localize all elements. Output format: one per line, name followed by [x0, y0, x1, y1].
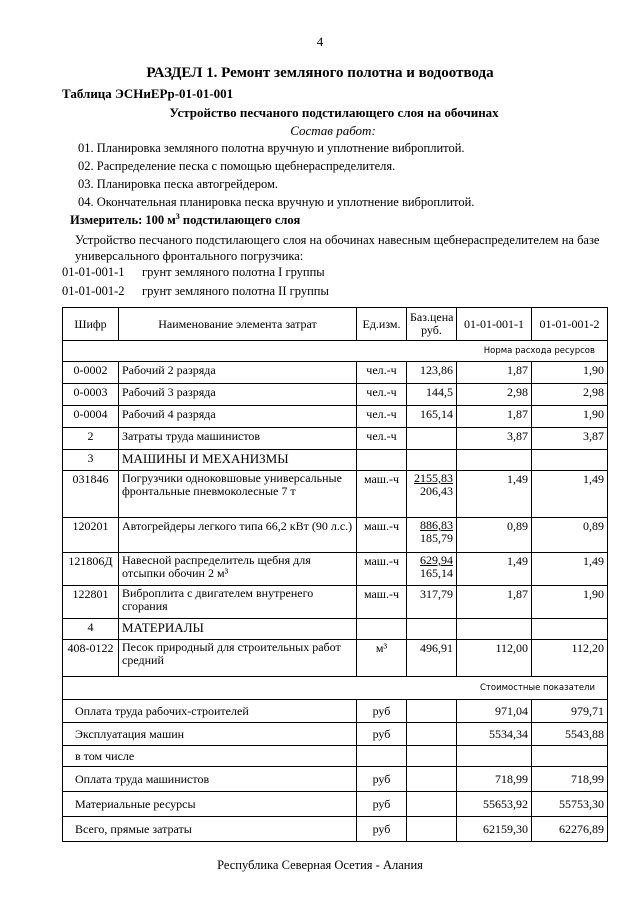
- cost-total-row: Материальные ресурсы руб 55653,92 55753,30: [63, 792, 608, 817]
- materials-header-row: 4 МАТЕРИАЛЫ: [63, 619, 608, 640]
- table-row: 121806Д Навесной распределитель щебня для отсыпки обочин 2 м³ маш.-ч 629,94 165,14 1,49 1,49: [63, 553, 608, 586]
- work-item: 03. Планировка песка автогрейдером.: [78, 177, 279, 191]
- table-subtitle: Устройство песчаного подстилающего слоя на обочинах: [169, 105, 499, 120]
- table-row: 0-0003 Рабочий 3 разряда чел.-ч 144,5 2,98 2,98: [63, 384, 608, 406]
- variant-line: 01-01-001-1 грунт земляного полотна I группы: [62, 265, 325, 279]
- footer-region: Республика Северная Осетия - Алания: [217, 858, 423, 872]
- machinists-row: 2 Затраты труда машинистов чел.-ч 3,87 3,87: [63, 428, 608, 450]
- cost-label: Стоимостные показатели: [63, 677, 608, 700]
- table-id: Таблица ЭСНиЕРр-01-01-001: [62, 86, 234, 101]
- header-variant-1: 01-01-001-1: [457, 308, 532, 341]
- table-row: 120201 Автогрейдеры легкого типа 66,2 кВт (90 л.с.) маш.-ч 886,83 185,79 0,89 0,89: [63, 518, 608, 553]
- header-name: Наименование элемента затрат: [119, 308, 357, 341]
- composition-title: Состав работ:: [290, 123, 376, 138]
- work-item: 04. Окончательная планировка песка вручную и уплотнение виброплитой.: [78, 195, 475, 209]
- table-row: 0-0004 Рабочий 4 разряда чел.-ч 165,14 1,87 1,90: [63, 406, 608, 428]
- cost-total-row: в том числе: [63, 746, 608, 767]
- machines-header-row: 3 МАШИНЫ И МЕХАНИЗМЫ: [63, 450, 608, 471]
- cost-row: [63, 677, 608, 700]
- header-unit: Ед.изм.: [357, 308, 407, 341]
- cost-total-row: Оплата труда рабочих-строителей руб 971,04 979,71: [63, 700, 608, 723]
- header-price: Баз.цена руб.: [407, 308, 457, 341]
- table-row: 122801 Виброплита с двигателем внутренего сгорания маш.-ч 317,79 1,87 1,90: [63, 586, 608, 619]
- measure-unit: Измеритель: 100 $м^3$ подстилающего слоя: [70, 212, 301, 228]
- cost-total-row: Оплата труда машинистов руб 718,99 718,99: [63, 767, 608, 792]
- table-row: 408-0122 Песок природный для строительных работ средний м³ 496,91 112,00 112,20: [63, 640, 608, 677]
- variant-line: 01-01-001-2 грунт земляного полотна II группы: [62, 284, 329, 298]
- description: Устройство песчаного подстилающего слоя на обочинах навесным щебнераспределителем на базе универсального фронтального погрузчика:: [75, 233, 600, 263]
- page-number: 4: [316, 34, 324, 49]
- cost-total-row: Эксплуатация машин руб 5534,34 5543,88: [63, 723, 608, 746]
- table-header-row: [63, 308, 608, 341]
- table-row: 031846 Погрузчики одноковшовые универсальные фронтальные пневмоколесные 7 т маш.-ч 2155,83 206,43 1,49 1,49: [63, 471, 608, 518]
- norm-label: Норма расхода ресурсов: [63, 341, 608, 362]
- work-item: 02. Распределение песка с помощью щебнераспределителя.: [78, 159, 396, 173]
- section-title: РАЗДЕЛ 1. Ремонт земляного полотна и водоотвода: [146, 65, 494, 81]
- work-item: 01. Планировка земляного полотна вручную и уплотнение виброплитой.: [78, 141, 465, 155]
- header-code: Шифр: [63, 308, 119, 341]
- table-row: 0-0002 Рабочий 2 разряда чел.-ч 123,86 1,87 1,90: [63, 362, 608, 384]
- cost-total-row: Всего, прямые затраты руб 62159,30 62276,89: [63, 817, 608, 842]
- resource-table: [62, 307, 608, 842]
- norm-row: [63, 341, 608, 362]
- header-variant-2: 01-01-001-2: [532, 308, 608, 341]
